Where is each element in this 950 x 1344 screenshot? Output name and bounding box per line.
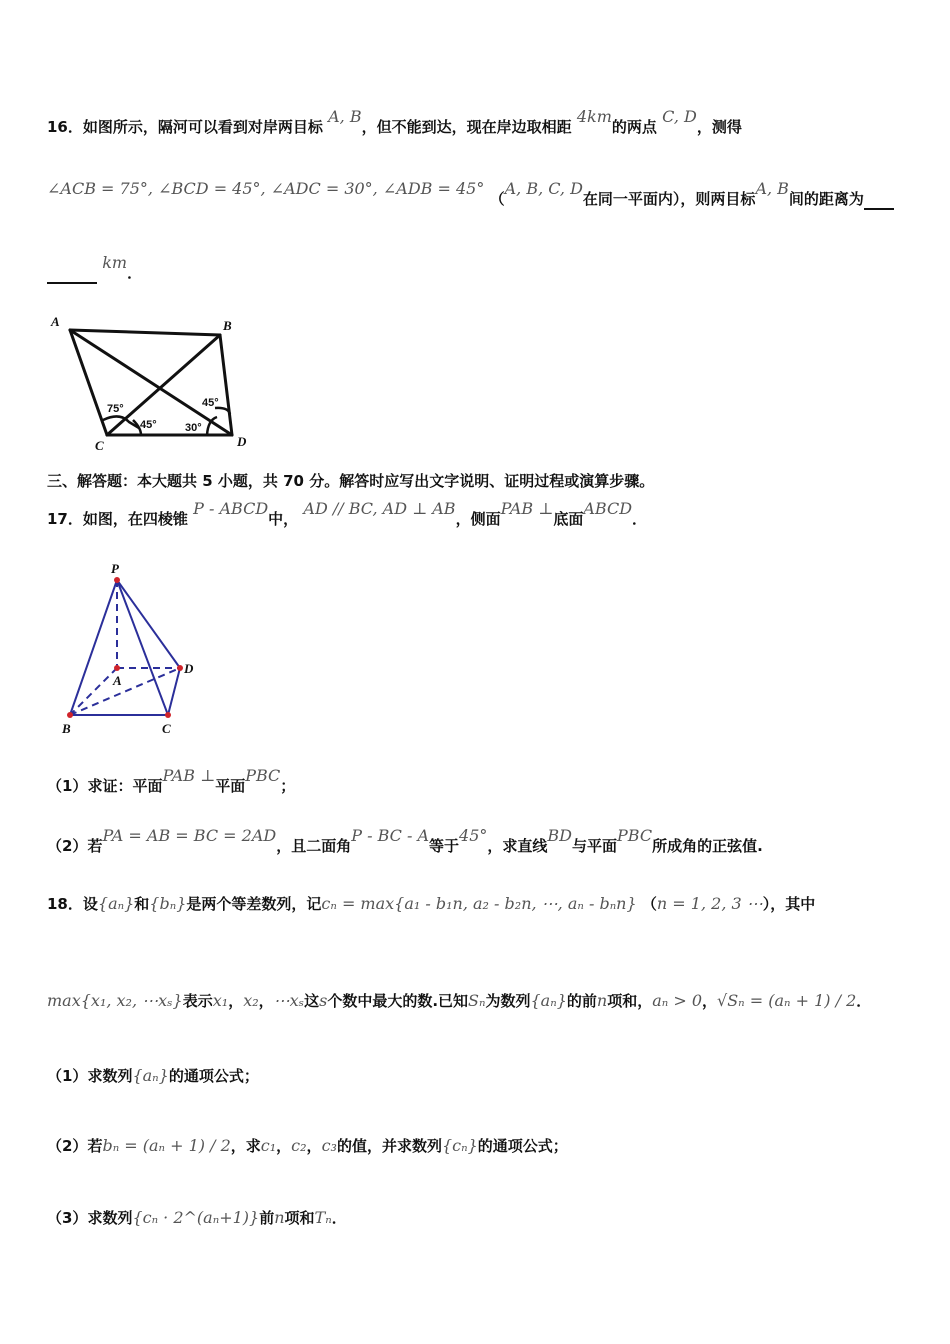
angle-adb: 45° xyxy=(202,397,219,409)
math: bₙ = (aₙ + 1) / 2 xyxy=(102,1136,231,1155)
q16-line1: 16．如图所示，隔河可以看到对岸两目标 A, B，但不能到达，现在岸边取相距 4km的两点 C, D，测得 xyxy=(47,107,742,136)
q16-line2: ∠ACB = 75°, ∠BCD = 45°, ∠ADC = 30°, ∠ADB = 45° （A, B, C, D在同一平面内），则两目标A, B间的距离为 xyxy=(47,188,894,210)
math: c₂ xyxy=(291,1136,307,1155)
vertex-p xyxy=(114,577,120,583)
label-c: C xyxy=(95,438,104,453)
math: P - BC - A xyxy=(351,826,430,845)
math: P - ABCD xyxy=(193,499,269,518)
q18-line2: max{x₁, x₂, ⋯xₛ}表示x₁，x₂，⋯xₛ这s个数中最大的数.已知Sₙ为数列{aₙ}的前n项和，aₙ > 0，√Sₙ = (aₙ + 1) / 2． xyxy=(47,991,872,1010)
edge-ca xyxy=(70,330,107,435)
vertex-d xyxy=(177,665,183,671)
edge-pb xyxy=(70,580,117,715)
edge-bd xyxy=(70,668,180,715)
math: ABCD xyxy=(583,499,633,518)
math: max{x₁, x₂, ⋯xₛ} xyxy=(47,991,183,1010)
math: {cₙ · 2^(aₙ+1)} xyxy=(132,1208,260,1227)
math: aₙ > 0 xyxy=(652,991,702,1010)
math: PAB ⊥ xyxy=(162,766,216,785)
label-d: D xyxy=(237,434,247,449)
math: cₙ = max{a₁ - b₁n, a₂ - b₂n, ⋯, aₙ - bₙn} xyxy=(321,894,637,913)
label-p: P xyxy=(111,561,119,576)
q16-number: 16． xyxy=(47,118,83,136)
label-a: A xyxy=(51,314,60,329)
math: PA = AB = BC = 2AD xyxy=(102,826,277,845)
math: A, B xyxy=(328,107,362,126)
math: n xyxy=(596,991,608,1010)
edge-pd xyxy=(117,580,180,668)
answer-blank xyxy=(47,264,97,284)
angle-acb: 75° xyxy=(107,403,124,415)
label-c: C xyxy=(162,721,171,736)
edge-ab xyxy=(70,668,117,715)
math: PAB ⊥ xyxy=(500,499,554,518)
math: BD xyxy=(547,826,572,845)
math: {aₙ} xyxy=(132,1066,169,1085)
label-a: A xyxy=(113,673,122,688)
math: x₂ xyxy=(243,991,259,1010)
math: n = 1, 2, 3 ⋯ xyxy=(656,894,763,913)
q17-number: 17． xyxy=(47,510,83,528)
answer-blank xyxy=(864,190,894,210)
math: PBC xyxy=(245,766,281,785)
math: s xyxy=(319,991,328,1010)
q16-figure xyxy=(45,312,260,457)
angle-adc: 30° xyxy=(185,422,202,434)
math: ⋯xₛ xyxy=(273,991,305,1010)
math: AD // BC, AD ⊥ AB xyxy=(303,499,456,518)
edge-cd xyxy=(168,668,180,715)
math: 45° xyxy=(459,826,488,845)
math: {aₙ} xyxy=(530,991,567,1010)
math: c₁ xyxy=(260,1136,277,1155)
math: A, B xyxy=(755,179,789,198)
q18-number: 18． xyxy=(47,895,83,913)
q18-part3: （3）求数列{cₙ · 2^(aₙ+1)}前n项和Tₙ． xyxy=(47,1208,347,1227)
q18-part1: （1）求数列{aₙ}的通项公式； xyxy=(47,1066,259,1085)
math: {aₙ} xyxy=(97,894,135,913)
q17-part2: （2）若PA = AB = BC = 2AD，且二面角P - BC - A等于45°，求直线BD与平面PBC所成角的正弦值. xyxy=(47,826,763,855)
edge-ab xyxy=(70,330,220,335)
math: km xyxy=(102,253,128,272)
vertex-a xyxy=(114,665,120,671)
math: x₁ xyxy=(212,991,229,1010)
q16-line3: km． xyxy=(47,262,142,284)
q18-line1: 18．设{aₙ}和{bₙ}是两个等差数列，记cₙ = max{a₁ - b₁n, a₂ - b₂n, ⋯, aₙ - bₙn} （n = 1, 2, 3 ⋯），其中 xyxy=(47,894,816,913)
q17-figure xyxy=(55,560,205,740)
q17-stem: 17．如图，在四棱锥 P - ABCD中， AD // BC, AD ⊥ AB，侧面PAB ⊥底面ABCD． xyxy=(47,499,648,528)
edge-pc xyxy=(117,580,168,715)
math: C, D xyxy=(662,107,697,126)
edge-bd xyxy=(220,335,232,435)
label-b: B xyxy=(223,318,232,333)
math: c₃ xyxy=(321,1136,337,1155)
math: n xyxy=(274,1208,285,1227)
diag-cb xyxy=(107,335,220,435)
math: PBC xyxy=(617,826,653,845)
math: 4km xyxy=(576,107,612,126)
math: A, B, C, D xyxy=(504,179,583,198)
q17-part1: （1）求证：平面PAB ⊥平面PBC； xyxy=(47,766,296,795)
math: √Sₙ = (aₙ + 1) / 2 xyxy=(717,991,857,1010)
math: ∠ACB = 75°, ∠BCD = 45°, ∠ADC = 30°, ∠ADB = 45° xyxy=(47,179,485,198)
label-b: B xyxy=(62,721,71,736)
section-heading: 三、解答题：本大题共 5 小题，共 70 分。解答时应写出文字说明、证明过程或演算步骤。 xyxy=(47,472,655,490)
math: Tₙ xyxy=(314,1208,332,1227)
math: {bₙ} xyxy=(149,894,187,913)
label-d: D xyxy=(184,661,194,676)
math: Sₙ xyxy=(468,991,486,1010)
angle-bcd: 45° xyxy=(140,419,157,431)
math: {cₙ} xyxy=(441,1136,478,1155)
q18-part2: （2）若bₙ = (aₙ + 1) / 2，求c₁，c₂，c₃的值，并求数列{cₙ}的通项公式； xyxy=(47,1136,568,1155)
vertex-b xyxy=(67,712,73,718)
vertex-c xyxy=(165,712,171,718)
